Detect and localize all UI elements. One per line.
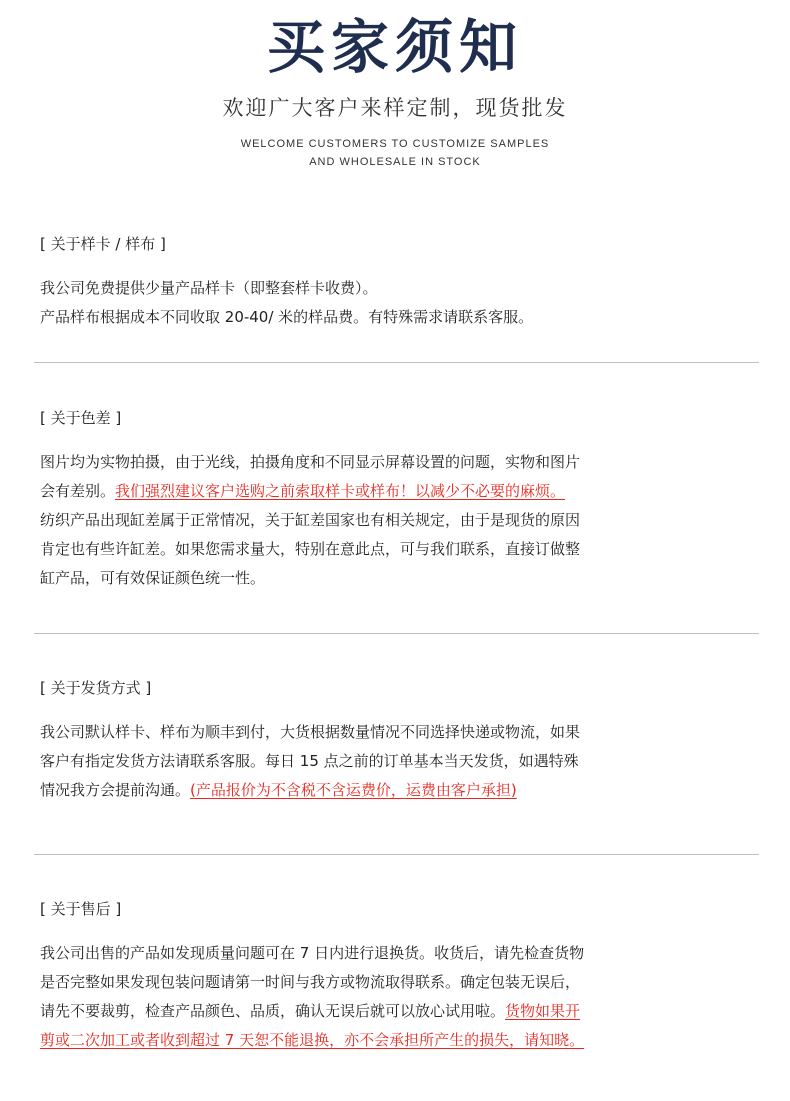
section-divider xyxy=(34,362,759,363)
paragraph-line: 肯定也有些许缸差。如果您需求量大，特别在意此点，可与我们联系，直接订做整 xyxy=(40,540,581,558)
section-heading: [ 关于色差 ] xyxy=(40,409,122,427)
section-body xyxy=(40,274,720,332)
highlight-notice: (产品报价为不含税不含运费价，运费由客户承担) xyxy=(190,781,517,799)
paragraph-line xyxy=(40,477,720,506)
paragraph-line xyxy=(40,1026,720,1055)
english-subtitle-line-2: AND WHOLESALE IN STOCK xyxy=(309,156,481,168)
paragraph-line: 图片均为实物拍摄，由于光线，拍摄角度和不同显示屏幕设置的问题，实物和图片 xyxy=(40,453,581,471)
paragraph-line xyxy=(40,997,720,1026)
section-divider xyxy=(34,854,759,855)
section-body xyxy=(40,448,720,593)
section-heading: [ 关于发货方式 ] xyxy=(40,679,152,697)
section-body xyxy=(40,718,720,805)
text-segment: 会有差别。 xyxy=(40,482,116,500)
paragraph-line: 纺织产品出现缸差属于正常情况，关于缸差国家也有相关规定，由于是现货的原因 xyxy=(40,511,581,529)
section-color-difference xyxy=(40,411,720,593)
english-subtitle-line-1: WELCOME CUSTOMERS TO CUSTOMIZE SAMPLES xyxy=(240,138,550,150)
page-subtitle: 欢迎广大客户来样定制，现货批发 xyxy=(222,96,568,120)
paragraph-line xyxy=(40,776,720,805)
page-title: 买家须知 xyxy=(266,13,523,81)
paragraph-line: 是否完整如果发现包装问题请第一时间与我方或物流取得联系。确定包装无误后， xyxy=(40,973,581,991)
paragraph-line: 产品样布根据成本不同收取 20-40/ 米的样品费。有特殊需求请联系客服。 xyxy=(40,308,534,326)
section-heading: [ 关于售后 ] xyxy=(40,900,122,918)
paragraph-line: 我公司免费提供少量产品样卡（即整套样卡收费）。 xyxy=(40,279,378,297)
section-body xyxy=(40,939,720,1055)
section-after-sales xyxy=(40,902,720,1055)
paragraph-line: 我公司默认样卡、样布为顺丰到付，大货根据数量情况不同选择快递或物流，如果 xyxy=(40,723,581,741)
section-shipping xyxy=(40,681,720,805)
highlight-notice: 剪或二次加工或者收到超过 7 天恕不能退换，亦不会承担所产生的损失，请知晓。 xyxy=(40,1031,585,1049)
paragraph-line: 我公司出售的产品如发现质量问题可在 7 日内进行退换货。收货后，请先检查货物 xyxy=(40,944,585,962)
paragraph-line: 缸产品，可有效保证颜色统一性。 xyxy=(40,569,266,587)
highlight-notice: 我们强烈建议客户选购之前索取样卡或样布！以减少不必要的麻烦。 xyxy=(115,482,566,500)
section-divider xyxy=(34,633,759,634)
section-heading: [ 关于样卡 / 样布 ] xyxy=(40,235,166,253)
highlight-notice: 货物如果开 xyxy=(505,1002,581,1020)
text-segment: 情况我方会提前沟通。 xyxy=(40,781,191,799)
text-segment: 请先不要裁剪，检查产品颜色、品质，确认无误后就可以放心试用啦。 xyxy=(40,1002,506,1020)
paragraph-line: 客户有指定发货方法请联系客服。每日 15 点之前的订单基本当天发货，如遇特殊 xyxy=(40,752,579,770)
section-samples xyxy=(40,237,720,332)
